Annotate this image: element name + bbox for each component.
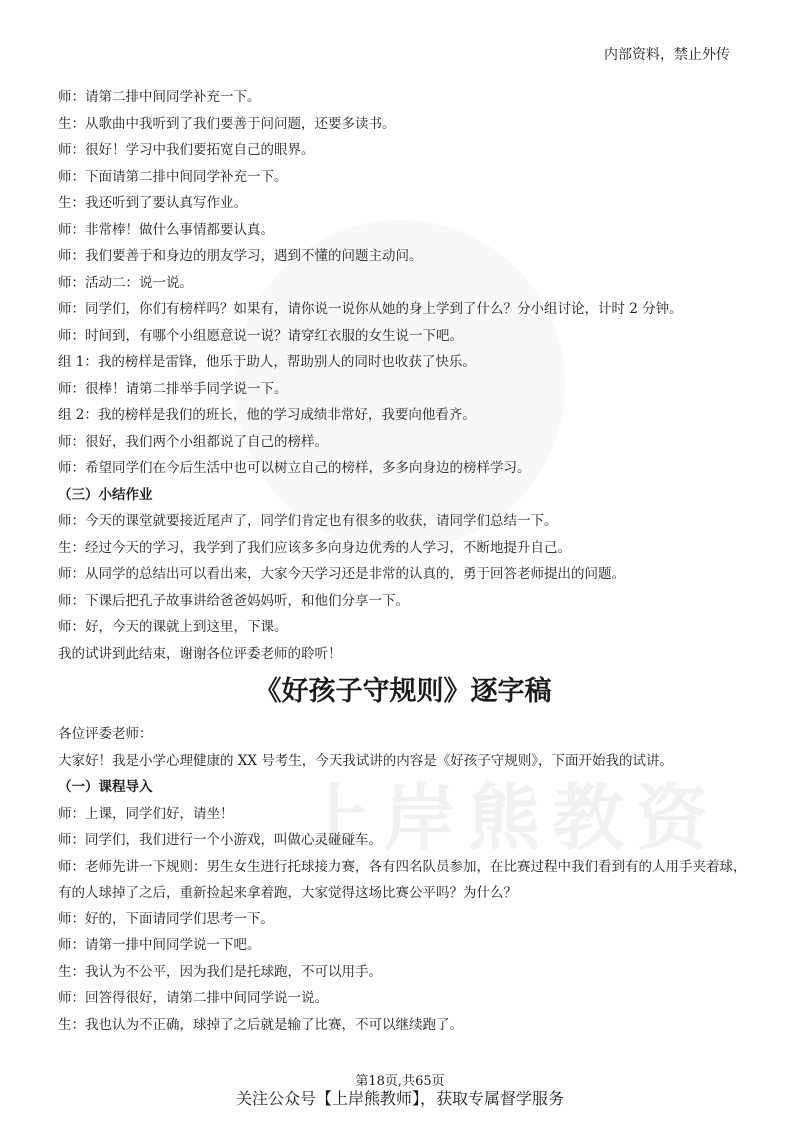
dialogue-line: 组 1：我的榜样是雷锋，他乐于助人，帮助别人的同时也收获了快乐。: [58, 354, 476, 370]
dialogue-line: 师：好的，下面请同学们思考一下。: [58, 910, 274, 927]
dialogue-line: 师：非常棒！做什么事情都要认真。: [58, 221, 274, 238]
dialogue-block-3: [58, 801, 748, 1039]
dialogue-line: 师：下课后把孔子故事讲给爸爸妈妈听，和他们分享一下。: [58, 592, 409, 609]
dialogue-line: 师：请第二排中间同学补充一下。: [58, 89, 261, 105]
dialogue-line: 生：从歌曲中我听到了我们要善于问问题，还要多读书。: [58, 115, 396, 132]
intro-line: 大家好！我是小学心理健康的 XX 号考生，今天我试讲的内容是《好孩子守规则》，下面开始我的试讲。: [58, 752, 674, 769]
dialogue-line: 师：回答得很好，请第二排中间同学说一说。: [58, 990, 328, 1006]
dialogue-line: 师：活动二：说一说。: [58, 274, 193, 291]
dialogue-line: 师：请第一排中间同学说一下吧。: [58, 937, 261, 953]
section-heading-intro: （一）课程导入: [58, 779, 153, 795]
document-title: 《好孩子守规则》逐字稿: [254, 676, 552, 707]
dialogue-line: 生：我也认为不正确，球掉了之后就是输了比赛，不可以继续跑了。: [58, 1016, 463, 1033]
dialogue-line: 师：从同学的总结出可以看出来，大家今天学习还是非常的认真的，勇于回答老师提出的问题。: [58, 566, 625, 582]
dialogue-line: 师：很棒！请第二排举手同学说一下。: [58, 380, 288, 397]
dialogue-line: 师：同学们，我们进行一个小游戏，叫做心灵碰碰车。: [58, 832, 382, 848]
dialogue-line: 生：经过今天的学习，我学到了我们应该多多向身边优秀的人学习，不断地提升自己。: [58, 539, 571, 556]
dialogue-line: 师：希望同学们在今后生活中也可以树立自己的榜样，多多向身边的榜样学习。: [58, 460, 531, 476]
dialogue-line: 师：我们要善于和身边的朋友学习，遇到不懂的问题主动问。: [58, 248, 423, 264]
page-number: 第18页,共65页: [355, 1074, 445, 1089]
section-heading-summary: （三）小结作业: [58, 486, 153, 503]
closing-line: 我的试讲到此结束，谢谢各位评委老师的聆听！: [58, 645, 342, 662]
dialogue-line: 生：我认为不公平，因为我们是托球跑，不可以用手。: [58, 963, 382, 980]
dialogue-line: 师：很好！学习中我们要拓宽自己的眼界。: [58, 142, 315, 158]
dialogue-line: 师：同学们，你们有榜样吗？如果有，请你说一说你从她的身上学到了什么？分小组讨论，计时 2 分钟。: [58, 301, 683, 317]
dialogue-line: 组 2：我的榜样是我们的班长，他的学习成绩非常好，我要向他看齐。: [58, 407, 476, 423]
confidential-notice: 内部资料，禁止外传: [604, 47, 730, 63]
document-body: [58, 84, 748, 1038]
dialogue-line: 生：我还听到了要认真写作业。: [58, 195, 247, 211]
dialogue-line: 师：很好，我们两个小组都说了自己的榜样。: [58, 433, 328, 450]
dialogue-line: 师：好，今天的课就上到这里，下课。: [58, 619, 288, 635]
salutation: 各位评委老师：: [58, 726, 153, 742]
dialogue-block-2: [58, 508, 748, 667]
dialogue-block-1: [58, 84, 748, 482]
dialogue-line: 师：上课，同学们好，请坐！: [58, 805, 234, 822]
promo-footer: 关注公众号【上岸熊教师】，获取专属督学服务: [235, 1089, 564, 1108]
dialogue-line: 师：下面请第二排中间同学补充一下。: [58, 168, 288, 185]
dialogue-line: 师：今天的课堂就要接近尾声了，同学们肯定也有很多的收获，请同学们总结一下。: [58, 513, 558, 529]
rules-paragraph: 师：老师先讲一下规则：男生女生进行托球接力赛，各有四名队员参加，在比赛过程中我们看到有的人用手夹着球，有的人球掉了之后，重新捡起来拿着跑，大家觉得这场比赛公平吗？为什么？: [58, 858, 747, 901]
brand-watermark-text: 上岸熊教资: [300, 776, 720, 860]
dialogue-line: 师：时间到，有哪个小组愿意说一说？请穿红衣服的女生说一下吧。: [58, 327, 463, 344]
